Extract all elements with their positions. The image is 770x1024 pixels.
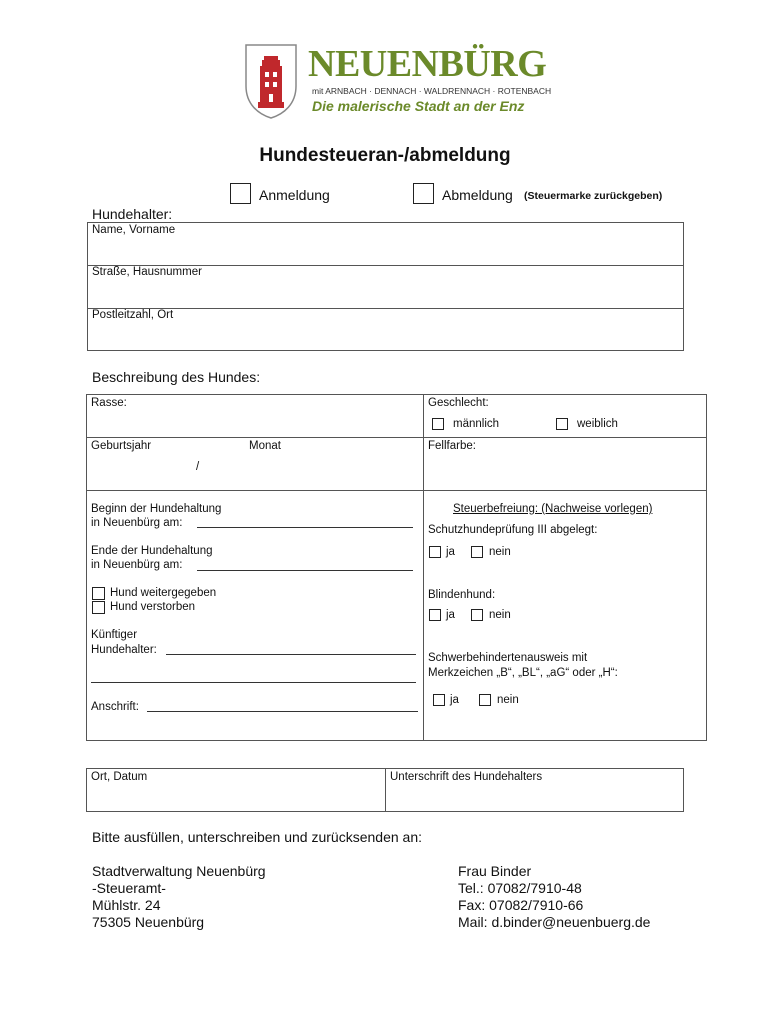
logo-name: NEUENBÜRG [308,43,547,85]
schutz-nein-checkbox[interactable] [471,546,483,558]
divider [385,768,386,812]
ende-label-1: Ende der Hundehaltung [91,545,213,557]
schutz-nein-label: nein [489,546,511,558]
date-slash: / [196,461,200,473]
schwer-nein-checkbox[interactable] [479,694,491,706]
kuenftig-label-2: Hundehalter: [91,644,157,656]
schwer-label-1: Schwerbehindertenausweis mit [428,652,588,664]
befreiung-heading: Steuerbefreiung: (Nachweise vorlegen) [453,503,653,515]
monat-label: Monat [249,440,281,452]
address-block [92,863,266,931]
weitergegeben-checkbox[interactable] [92,587,105,600]
geburtsjahr-label: Geburtsjahr [91,440,152,452]
schutz-ja-label: ja [446,546,455,558]
beginn-label-2: in Neuenbürg am: [91,517,183,529]
address-line: Mühlstr. 24 [92,897,161,913]
logo [242,42,552,122]
geschlecht-label: Geschlecht: [428,397,489,409]
schutz-label: Schutzhundeprüfung III abgelegt: [428,524,598,536]
schutz-ja-checkbox[interactable] [429,546,441,558]
logo-slogan: Die malerische Stadt an der Enz [312,98,525,114]
maennlich-checkbox[interactable] [432,418,444,430]
address-line: 75305 Neuenbürg [92,914,205,930]
name-field-label: Name, Vorname [92,224,176,236]
address-line: -Steueramt- [92,880,166,896]
strasse-field-label: Straße, Hausnummer [92,266,202,278]
form-title: Hundesteueran-/abmeldung [259,145,511,166]
maennlich-label: männlich [453,418,500,430]
town-crest-icon [242,42,300,120]
schwer-nein-label: nein [497,694,519,706]
contact-line: Fax: 07082/7910-66 [458,897,584,913]
abmeldung-label: Abmeldung [442,187,513,203]
contact-block [458,863,650,931]
anmeldung-checkbox[interactable] [230,183,251,204]
anschrift-line[interactable] [147,711,418,712]
contact-line: Mail: d.binder@neuenbuerg.de [458,914,651,930]
ende-date-line[interactable] [197,570,413,571]
ort-datum-label: Ort, Datum [91,771,148,783]
contact-line: Frau Binder [458,863,532,879]
weiblich-label: weiblich [577,418,618,430]
divider [86,437,707,438]
instruction-text: Bitte ausfüllen, unterschreiben und zurücksenden an: [92,829,422,845]
schwer-ja-label: ja [450,694,459,706]
schwer-ja-checkbox[interactable] [433,694,445,706]
fellfarbe-label: Fellfarbe: [428,440,476,452]
blind-ja-label: ja [446,609,455,621]
schwer-label-2: Merkzeichen „B“, „BL“, „aG“ oder „H“: [428,667,618,679]
blind-ja-checkbox[interactable] [429,609,441,621]
kuenftig-halter-line-2[interactable] [91,682,416,683]
blind-nein-label: nein [489,609,511,621]
weiblich-checkbox[interactable] [556,418,568,430]
divider [87,308,684,309]
address-line: Stadtverwaltung Neuenbürg [92,863,266,879]
verstorben-checkbox[interactable] [92,601,105,614]
blind-label: Blindenhund: [428,589,496,601]
divider [423,394,424,741]
kuenftig-halter-line[interactable] [166,654,416,655]
beginn-label-1: Beginn der Hundehaltung [91,503,222,515]
verstorben-label: Hund verstorben [110,601,196,613]
logo-villages: mit ARNBACH · DENNACH · WALDRENNACH · ROTENBACH [312,86,552,96]
beginn-date-line[interactable] [197,527,413,528]
weitergegeben-label: Hund weitergegeben [110,587,217,599]
plz-field-label: Postleitzahl, Ort [92,309,174,321]
ende-label-2: in Neuenbürg am: [91,559,183,571]
halter-heading: Hundehalter: [92,206,173,222]
blind-nein-checkbox[interactable] [471,609,483,621]
contact-line: Tel.: 07082/7910-48 [458,880,582,896]
unterschrift-label: Unterschrift des Hundehalters [390,771,543,783]
hund-heading: Beschreibung des Hundes: [92,369,261,385]
abmeldung-checkbox[interactable] [413,183,434,204]
anschrift-label: Anschrift: [91,701,139,713]
halter-table [87,222,684,351]
abmeldung-note: (Steuermarke zurückgeben) [524,190,663,202]
kuenftig-label-1: Künftiger [91,629,138,641]
divider [86,490,707,491]
rasse-label: Rasse: [91,397,127,409]
anmeldung-label: Anmeldung [259,187,330,203]
